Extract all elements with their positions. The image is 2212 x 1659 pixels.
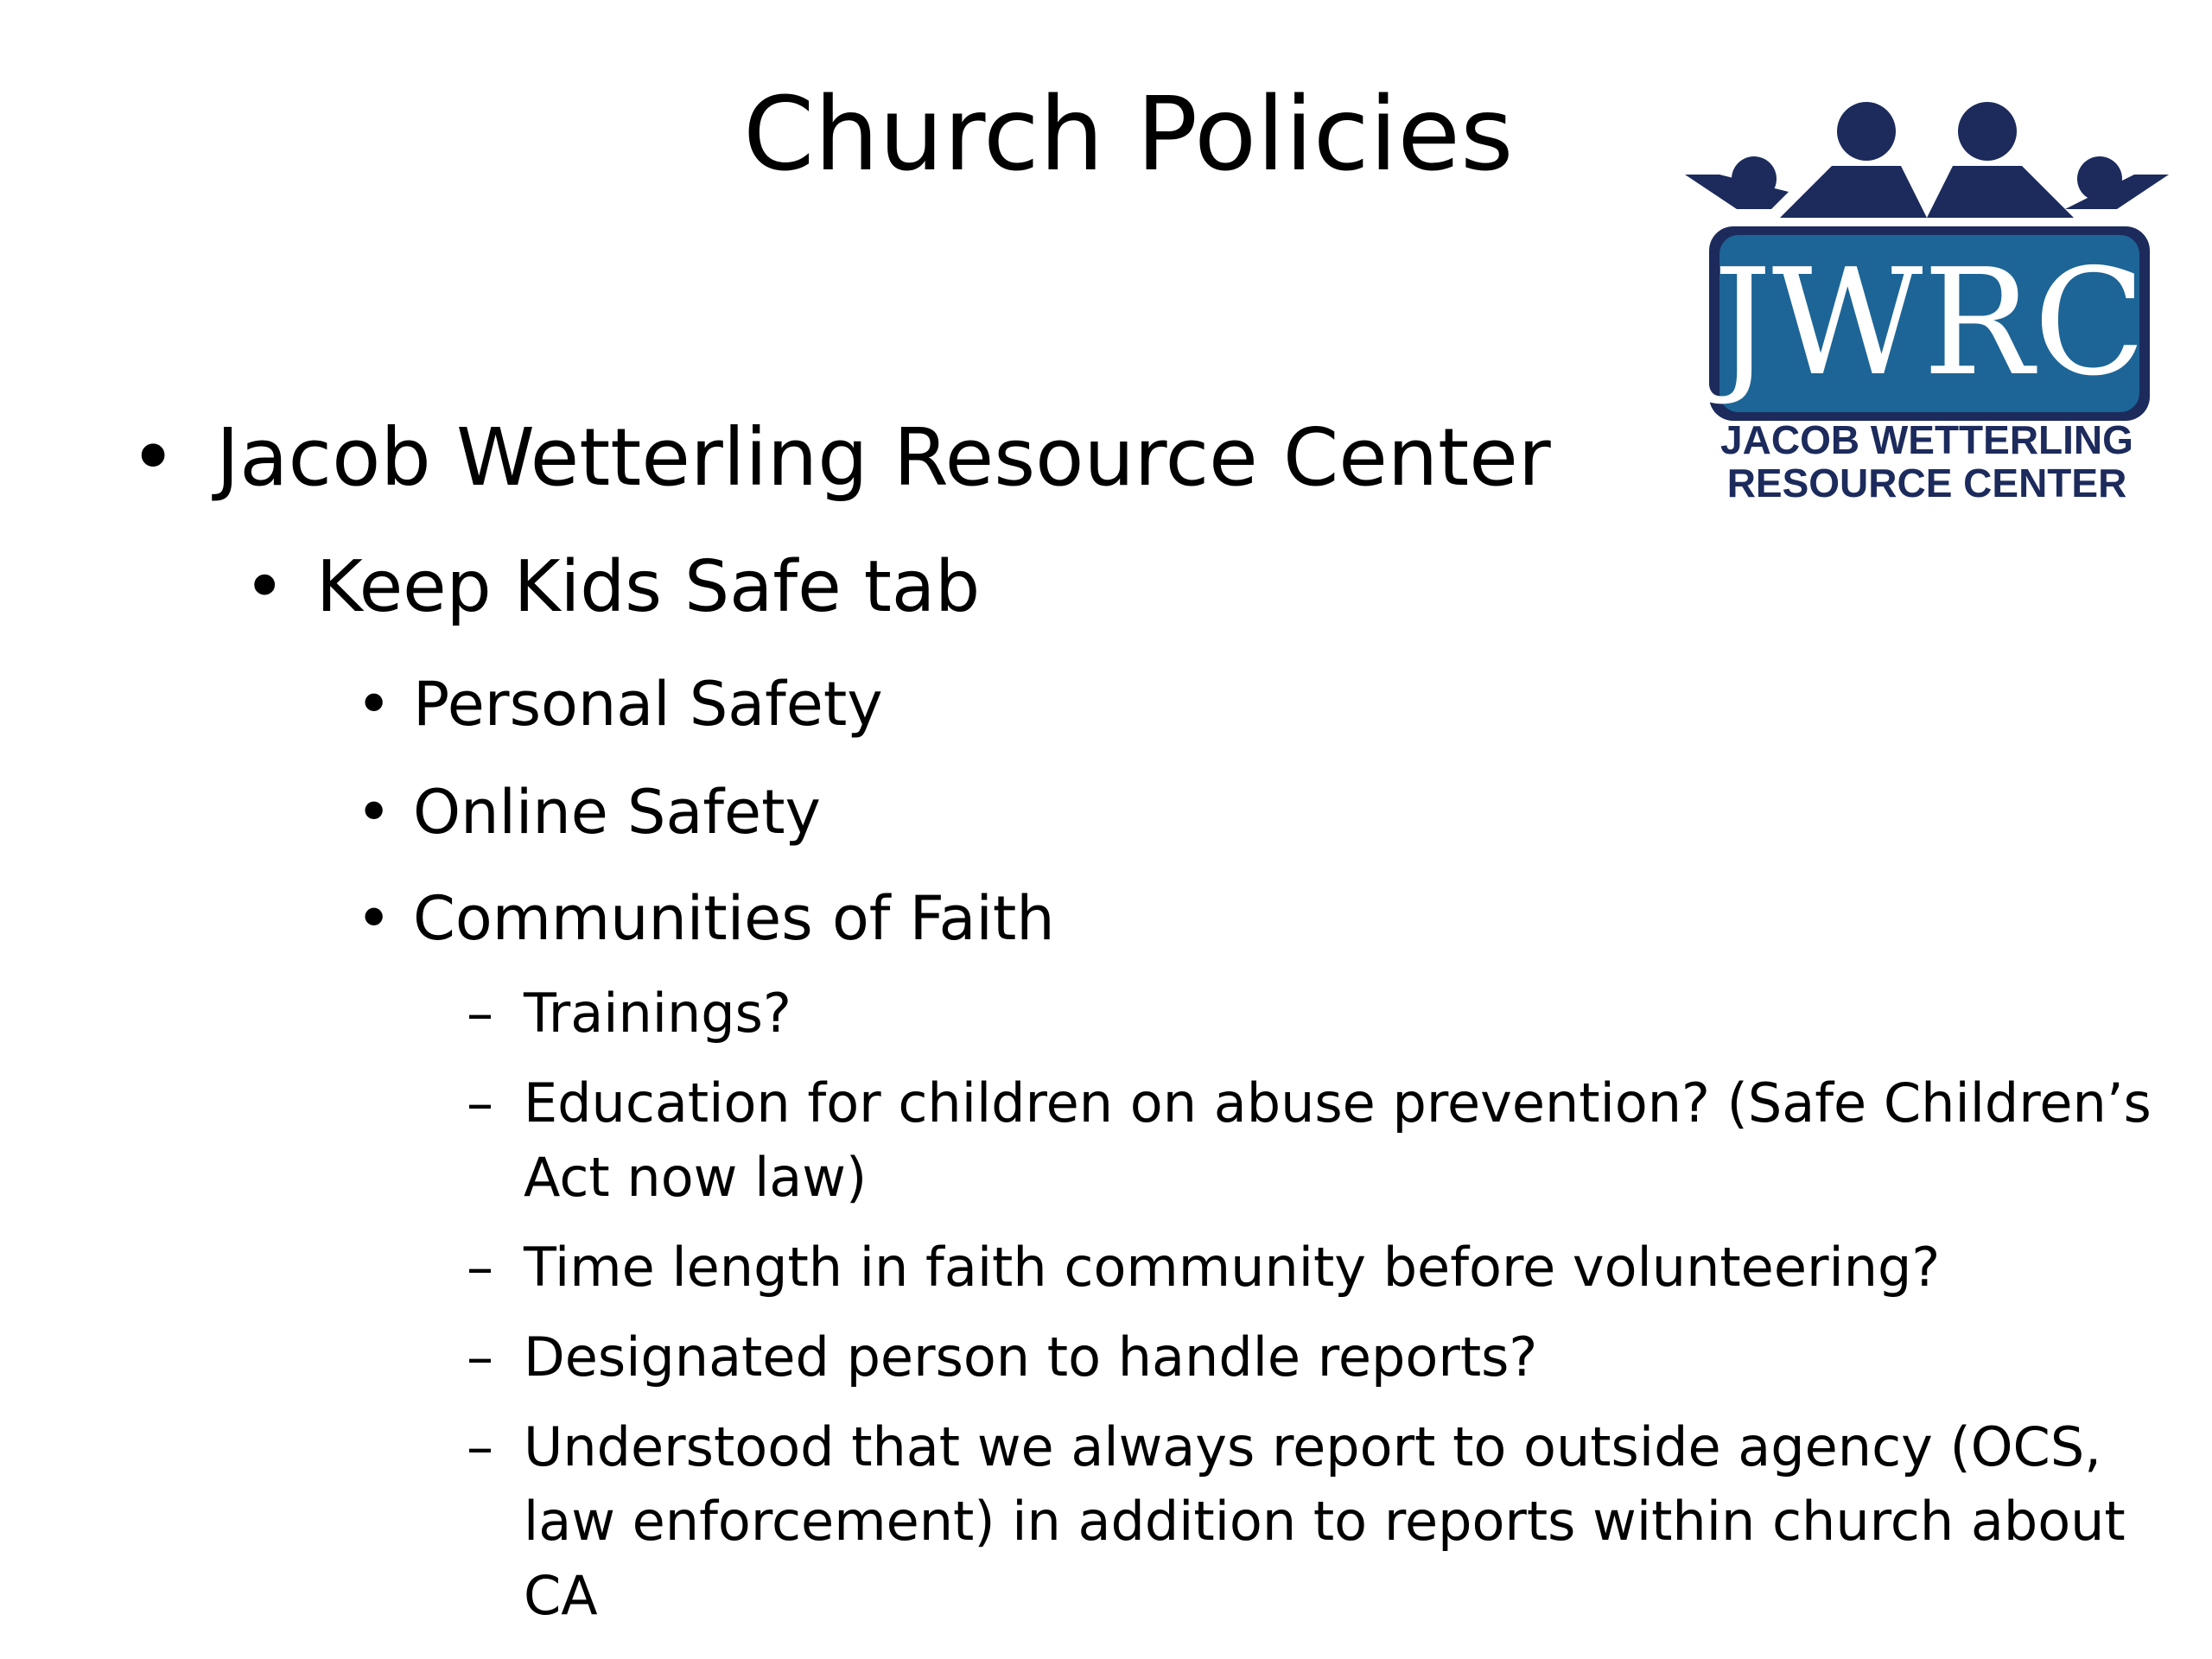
jwrc-logo (1685, 97, 2169, 503)
bullet-marker: • (130, 411, 177, 504)
dash-marker: – (467, 1071, 493, 1135)
bullet-text: Communities of Faith (413, 883, 1055, 954)
bullet-marker: • (356, 669, 392, 740)
dash-text: Understood that we always report to outside agency (OCS, law enforcement) in addition to reports within church about CA (524, 1415, 2126, 1627)
bullet-text: Online Safety (413, 777, 821, 848)
dash-marker: – (467, 1325, 493, 1389)
dash-marker: – (467, 1415, 493, 1478)
dash-marker: – (467, 982, 493, 1045)
logo-subtitle-line1: JACOB WETTERLING (1720, 417, 2133, 462)
dash-text: Trainings? (524, 982, 791, 1045)
dash-text: Designated person to handle reports? (524, 1325, 1538, 1389)
logo-text: JWRC (1713, 238, 2146, 409)
bullet-text: Jacob Wetterling Resource Center (216, 411, 1551, 504)
bullet-text: Personal Safety (413, 669, 883, 740)
bullet-marker: • (356, 777, 392, 848)
dash-marker: – (467, 1236, 493, 1299)
bullet-marker: • (244, 546, 286, 628)
bullet-marker: • (356, 883, 392, 954)
logo-subtitle-line2: RESOURCE CENTER (1726, 461, 2127, 505)
dash-text: Time length in faith community before volunteering? (524, 1236, 1941, 1299)
dash-text: Education for children on abuse prevention? (Safe Children’s Act now law) (524, 1071, 2152, 1209)
bullet-text: Keep Kids Safe tab (316, 546, 981, 628)
slide-title: Church Policies (743, 74, 1514, 194)
